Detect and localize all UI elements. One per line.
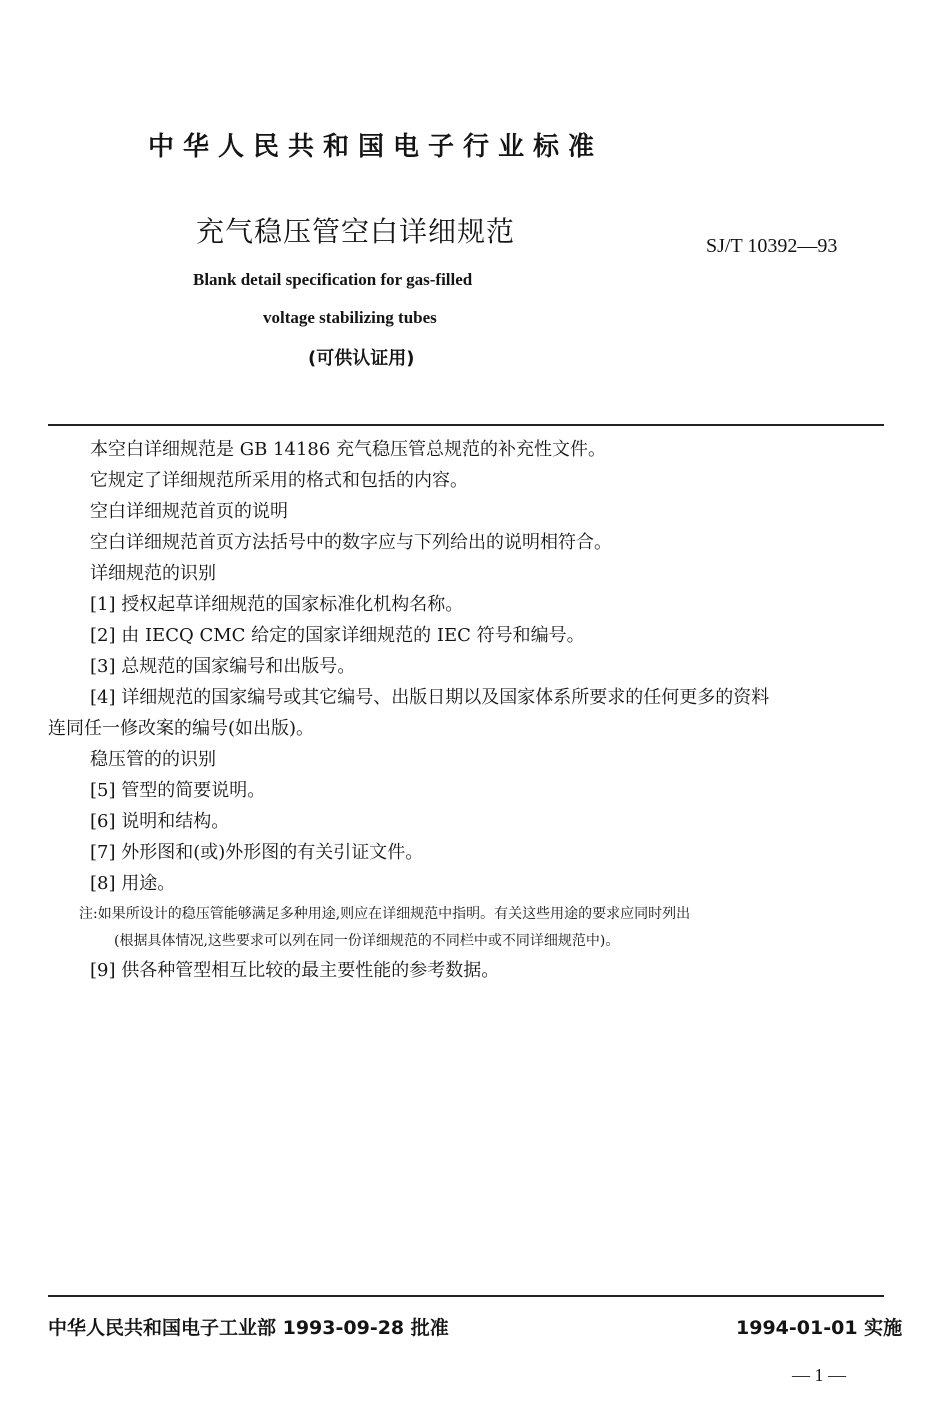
list-item-5: [5] 管型的简要说明。 xyxy=(90,780,266,801)
section-heading-first-page: 空白详细规范首页的说明 xyxy=(90,501,288,522)
page-number: — 1 — xyxy=(792,1365,846,1385)
section-heading-tube-identification: 稳压管的的识别 xyxy=(90,749,216,770)
list-item-3: [3] 总规范的国家编号和出版号。 xyxy=(90,656,356,677)
english-title-line-2: voltage stabilizing tubes xyxy=(263,308,437,327)
english-title-line-1: Blank detail specification for gas-filled xyxy=(193,270,473,289)
top-divider xyxy=(48,424,884,426)
list-item-1: [1] 授权起草详细规范的国家标准化机构名称。 xyxy=(90,594,464,615)
certification-note: (可供认证用) xyxy=(308,348,415,369)
section-heading-spec-identification: 详细规范的识别 xyxy=(90,563,216,584)
bottom-divider xyxy=(48,1295,884,1297)
approval-line: 中华人民共和国电子工业部 1993-09-28 批准 xyxy=(48,1317,449,1339)
implementation-date: 1994-01-01 实施 xyxy=(736,1317,903,1339)
paragraph-3: 空白详细规范首页方法括号中的数字应与下列给出的说明相符合。 xyxy=(90,532,612,553)
list-item-7: [7] 外形图和(或)外形图的有关引证文件。 xyxy=(90,842,424,863)
list-item-4-continued: 连同任一修改案的编号(如出版)。 xyxy=(48,718,315,739)
list-item-9: [9] 供各种管型相互比较的最主要性能的参考数据。 xyxy=(90,960,500,981)
list-item-8: [8] 用途。 xyxy=(90,873,176,894)
list-item-2: [2] 由 IECQ CMC 给定的国家详细规范的 IEC 符号和编号。 xyxy=(90,625,585,646)
standard-heading: 中华人民共和国电子行业标准 xyxy=(148,132,604,162)
paragraph-1: 本空白详细规范是 GB 14186 充气稳压管总规范的补充性文件。 xyxy=(90,439,607,460)
note-line-1: 注:如果所设计的稳压管能够满足多种用途,则应在详细规范中指明。有关这些用途的要求应同时列出 xyxy=(79,906,691,922)
standard-code: SJ/T 10392—93 xyxy=(706,235,838,257)
document-title: 充气稳压管空白详细规范 xyxy=(196,215,516,248)
list-item-6: [6] 说明和结构。 xyxy=(90,811,230,832)
list-item-4: [4] 详细规范的国家编号或其它编号、出版日期以及国家体系所要求的任何更多的资料 xyxy=(90,687,770,708)
paragraph-2: 它规定了详细规范所采用的格式和包括的内容。 xyxy=(90,470,468,491)
note-line-2: (根据具体情况,这些要求可以列在同一份详细规范的不同栏中或不同详细规范中)。 xyxy=(114,933,620,949)
